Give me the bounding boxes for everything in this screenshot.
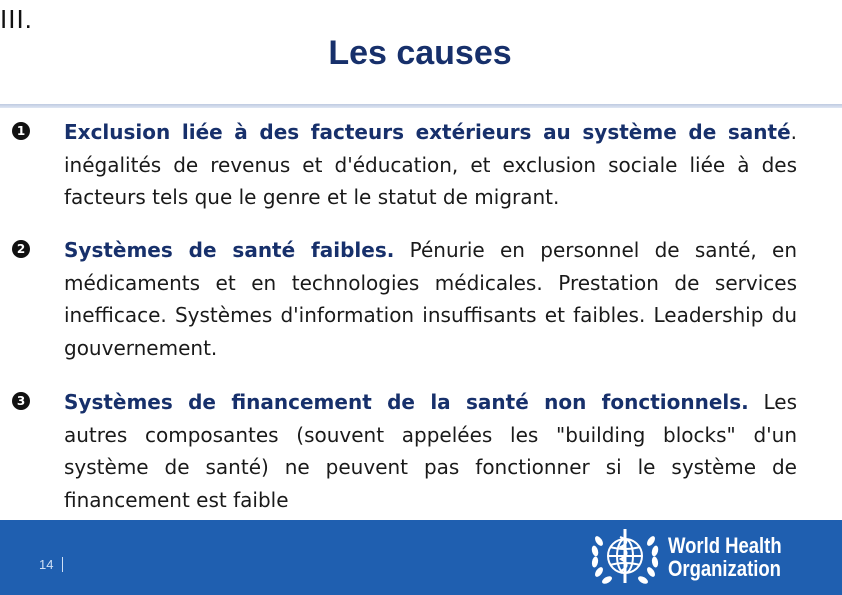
- who-name: [668, 534, 782, 580]
- who-name-line1: World Health: [668, 533, 782, 558]
- number-badge-1: 1: [12, 122, 30, 140]
- page-number-separator: [62, 557, 63, 572]
- footer-bar: [0, 520, 842, 595]
- item-heading-1: Exclusion liée à des facteurs extérieurs au système de santé: [64, 120, 791, 144]
- title-divider: [0, 104, 842, 108]
- item-body-2: Pénurie en personnel de santé, en médicaments et en technologies médicales. Prestation de services inefficace. Systèmes d'information insuffisants et faibles. Leadership du gouvernement.: [64, 238, 798, 360]
- number-badge-2: 2: [12, 240, 30, 258]
- number-badge-3: 3: [12, 392, 30, 410]
- section-number: III.: [0, 4, 33, 34]
- item-heading-3: Systèmes de financement de la santé non fonctionnels.: [64, 390, 749, 414]
- item-heading-2: Systèmes de santé faibles.: [64, 238, 395, 262]
- page-number: 14: [39, 557, 54, 572]
- item-text-3: [64, 386, 797, 516]
- slide-title: Les causes: [328, 34, 512, 72]
- who-logo: [590, 523, 800, 591]
- who-emblem-icon: [590, 523, 660, 591]
- item-body-3: Les autres composantes (souvent appelées les "building blocks" d'un système de santé) ne peuvent pas fonctionner si le système de financement est faible: [64, 390, 797, 512]
- who-name-line2: Organization: [668, 556, 781, 581]
- item-body-1: . inégalités de revenus et d'éducation, et exclusion sociale liée à des facteurs tels que le genre et le statut de migrant.: [64, 120, 797, 209]
- item-text-1: [64, 116, 797, 214]
- item-text-2: [64, 234, 797, 364]
